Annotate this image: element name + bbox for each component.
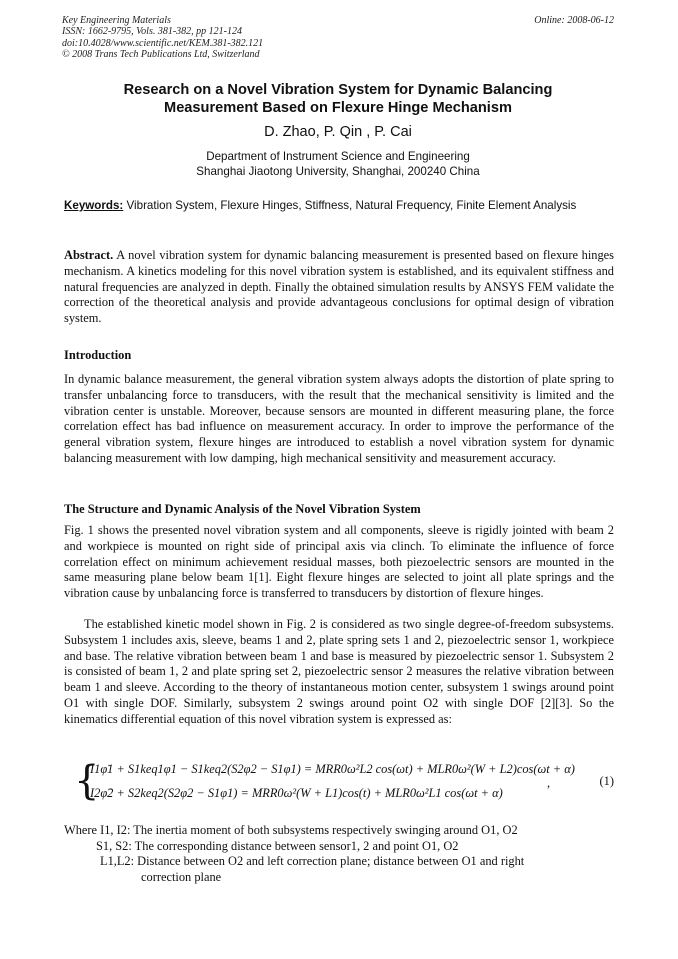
title-line-2: Measurement Based on Flexure Hinge Mechanism <box>164 100 512 116</box>
title-line-1: Research on a Novel Vibration System for Dynamic Balancing <box>123 82 553 98</box>
definition-planes: L1,L2: Distance between O2 and left correction plane; distance between O1 and right <box>100 854 525 869</box>
variable-definitions <box>64 823 614 885</box>
paper-title <box>62 81 614 117</box>
definition-distance: S1, S2: The corresponding distance between sensor1, 2 and point O1, O2 <box>96 838 459 853</box>
abstract <box>64 248 614 327</box>
affiliation-line-2: Shanghai Jiaotong University, Shanghai, 200240 China <box>196 165 480 178</box>
introduction-heading: Introduction <box>64 348 132 362</box>
equation-number: (1) <box>599 774 614 788</box>
keywords-text: Vibration System, Flexure Hinges, Stiffness, Natural Frequency, Finite Element Analysis <box>126 199 577 212</box>
background-watermark <box>380 0 678 959</box>
structure-paragraph-2: The established kinetic model shown in Fig. 2 is considered as two single degree-of-freedom subsystems. Subsystem 1 includes axis, sleeve, beams 1 and 2, plate spring sets 1 and 2, piezoelectric sensor 1, workpiece and base. The relative vibration between beam 1 and base is measured by piezoelectric sensor 1. Subsystem 2 is consisted of beam 1, 2 and plate spring set 2, piezoelectric sensor 2 measures the relative vibration between beam 1 and sleeve. According to the theory of instantaneous motion center, subsystem 1 swings around point O1 with single DOF. Similarly, subsystem 2 swings around point O2 with single DOF [2][3]. So the kinematics differential equation of this novel vibration system is expressed as: <box>64 617 614 726</box>
equation-brace: { <box>74 758 100 804</box>
equation-line-1: I1φ̈1 + S1keq1φ1 − S1keq2(S2φ2 − S1φ1) = MRR0ω²L2 cos(ωt) + MLR0ω²(W + L2)cos(ωt + α) <box>90 762 575 776</box>
introduction-text: In dynamic balance measurement, the general vibration system always adopts the distortion of plate spring to transfer unbalancing force to transducers, with the result that the mechanical sensitivity is limited and the vibration center is unstable. Moreover, because sensors are mounted in different measuring plane, the force correlation effect has bad influence on measurement accuracy. In order to improve the performance of the general vibration system, flexure hinges are introduced to establish a novel vibration system for dynamic balancing measurement with low damping, high mechanical sensitivity and measurement accuracy. <box>64 372 614 465</box>
equation-1 <box>64 758 614 808</box>
definition-planes-continued: correction plane <box>141 869 222 884</box>
affiliation-line-1: Department of Instrument Science and Engineering <box>206 150 470 163</box>
abstract-text: A novel vibration system for dynamic balancing measurement is presented based on flexure hinges mechanism. A kinetics modeling for this novel vibration system is established, and its equivalent stiffness and natural frequencies are analyzed in depth. Finally the obtained simulation results by ANSYS FEM validate the correction of the theoretical analysis and provide advantageous conclusions for optimal design of vibration system. <box>64 248 615 326</box>
online-date: Online: 2008-06-12 <box>534 15 614 26</box>
authors: D. Zhao, P. Qin , P. Cai <box>264 124 412 140</box>
equation-line-2: I2φ̈2 + S2keq2(S2φ2 − S1φ1) = MRR0ω²(W + L1)cos(t) + MLR0ω²L1 cos(ωt + α) <box>90 786 503 800</box>
doi-line: doi:10.4028/www.scientific.net/KEM.381-382.121 <box>62 37 264 49</box>
journal-name: Key Engineering Materials <box>62 15 171 26</box>
abstract-label: Abstract. <box>64 248 114 262</box>
keywords-label: Keywords: <box>64 199 124 212</box>
structure-paragraph-1: Fig. 1 shows the presented novel vibration system and all components, sleeve is rigidly jointed with beam 2 and workpiece is mounted on right side of principal axis via clinch. To eliminate the influence of force correlation effect on minimum achievement residual masses, both piezoelectric sensors are mounted in the same measuring plane below beam 1[1]. Eight flexure hinges are selected to joint all plate springs and the vibration cause by unbalancing force is transferred to transducers by distortion of flexure hinges. <box>64 523 614 601</box>
affiliation <box>62 149 614 179</box>
structure-heading: The Structure and Dynamic Analysis of the Novel Vibration System <box>64 502 421 516</box>
journal-header <box>62 15 263 61</box>
definition-inertia: Where I1, I2: The inertia moment of both subsystems respectively swinging around O1, O2 <box>64 823 518 837</box>
keywords <box>64 199 614 214</box>
copyright-line: © 2008 Trans Tech Publications Ltd, Switzerland <box>62 49 260 61</box>
equation-comma: , <box>547 776 551 790</box>
issn-line: ISSN: 1662-9795, Vols. 381-382, pp 121-124 <box>62 26 242 38</box>
